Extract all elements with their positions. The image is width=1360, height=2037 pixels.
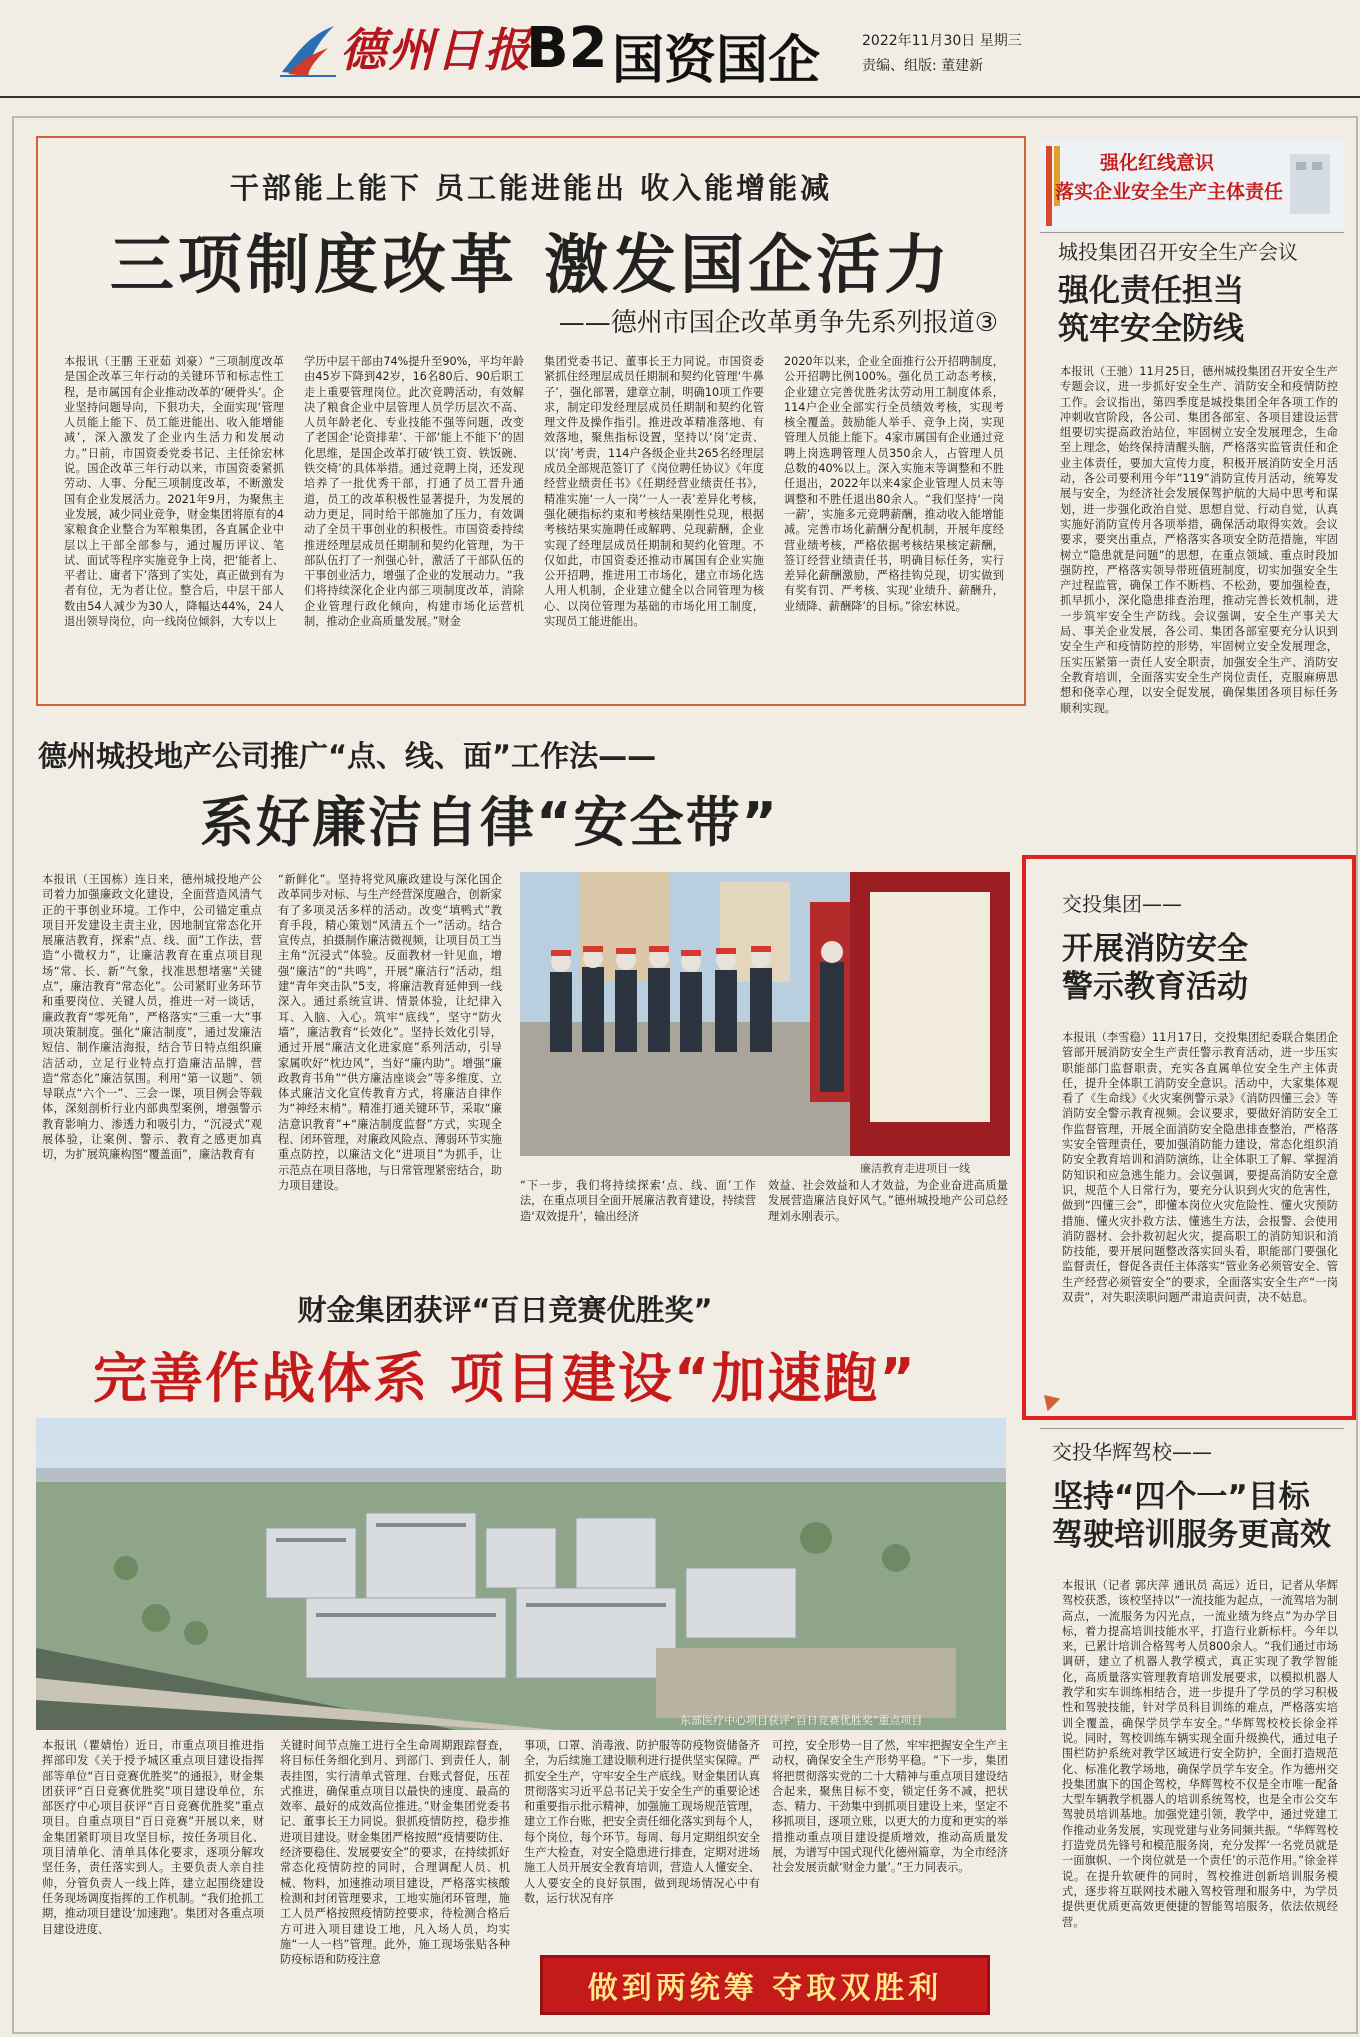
article3-column-4: 可控，安全形势一目了然，牢牢把握安全生产主动权，确保安全生产形势平稳。“下一步，集团将把贯彻落实党的二十大精神与重点项目建设结合起来，聚焦目标不变，锁定任务不减，把状态、精力、干劲集中到抓项目建设上来，坚定不移抓项目，逐项立账，以更大的力度和更实的举措推动重点项目建设提质增效，推动高质量发展，为谱写中国式现代化德州篇章，为全市经济社会发展贡献‘财金力量’。”王力同表示。 <box>772 1739 1008 1875</box>
lead-column-1: 本报讯（王鹏 王亚茹 刘豪）“三项制度改革是国企改革三年行动的关键环节和标志性工程，是市属国有企业推动改革的‘硬骨头’。企业坚持问题导向，下狠功夫，全面实现‘管理人员能上能下、员工能进能出、收入能增能减’，深入激发了企业内生活力和发展动力。”日前，市国资委党委书记、主任徐宏林说。国企改革三年行动以来，市国资委紧抓劳动、人事、分配三项制度改革，不断激发国有企业发展活力。2021年9月，为聚焦主业发展，减少同业竞争，财金集团将原有的4家粮食企业整合为军粮集团，各直属企业中层以上干部全部参与，通过履历评议、笔试、面试等程序实施竞争上岗，把‘能者上、平者让、庸者下’落到了实处，真正做到有为者有位，无为者让位。整合后，中层干部人数由54人减少为30人，降幅达44%，24人退出领导岗位，向一线岗位倾斜，大专以上 <box>64 355 284 629</box>
masthead <box>0 0 1360 100</box>
sidebar-rule-2 <box>1040 1428 1344 1429</box>
article2-photo <box>520 872 1010 1156</box>
sidebar-article2-kicker: 交投集团—— <box>1062 892 1182 916</box>
sidebar-article2-body: 本报讯（李雪稳）11月17日，交投集团纪委联合集团企管部开展消防安全生产责任警示教育活动，进一步压实职能部门监督职责，充实各直属单位安全生产主体责任，提升全体职工消防安全意识。活动中，大家集体观看了《生命线》《火灾案例警示录》《消防四懂三会》等消防安全警示教育视频。会议要求，要做好消防安全工作监督管理，开展全面消防安全隐患排查整治，严格落实安全管理责任，要加强消防能力建设，常态化组织消防安全教育培训和消防演练，让全体职工了解、掌握消防知识和应急逃生能力。会议强调，要提高消防安全意识，规范个人日常行为，要充分认识到火灾的危害性，做到“四懂三会”，即懂本岗位火灾危险性、懂火灾预防措施、懂火灾扑救方法、懂逃生方法，会报警、会使用消防器材、会扑救初起火灾，提高职工的消防知识和消防技能，要开展问题整改落实回头看，职能部门要强化监督责任，督促各责任主体落实“管业务必须管安全、管生产经营必须管安全”的要求，全面落实安全生产“一岗双责”，对失职渎职问题严肃追责问责，决不姑息。 <box>1062 1031 1338 1305</box>
article2-photo-illustration <box>520 872 1010 1156</box>
newspaper-name: 德州日报 <box>340 23 532 77</box>
masthead-rule <box>0 96 1360 98</box>
article2-kicker: 德州城投地产公司推广“点、线、面”工作法—— <box>38 739 657 773</box>
bottom-slogan-text: 做到两统筹 夺取双胜利 <box>587 1971 943 2006</box>
sidebar-article1-body: 本报讯（王驰）11月25日，德州城投集团召开安全生产专题会议，进一步抓好安全生产、消防安全和疫情防控工作。会议指出，第四季度是城投集团全年各项工作的冲刺收官阶段，各公司、集团各部室、各项目建设运营组要切实提高政治站位，牢固树立安全发展理念，生命至上理念，始终保持清醒头脑，严格落实监管责任和企业主体责任，要加大宣传力度，积极开展消防安全月活动，各公司要利用今年“119”消防宣传月活动，统筹发展与安全，为经济社会发展保驾护航的大局中思考和谋划，进一步强化政治自觉、思想自觉、行动自觉，认真实施好消防宣传月各项举措，确保活动取得实效。会议要求，要突出重点，严格落实各项安全防范措施，牢固树立“隐患就是问题”的思想，在重点领域、重点时段加强防控，严格落实领导带班值班制度，切实加强安全生产过程监管，确保工作不断档、不松劲，要加强检查，抓早抓小，深化隐患排查治理，推动完善长效机制，进一步筑牢安全生产防线。会议强调，安全生产事关大局、事关企业发展，各公司、集团各部室要充分认识到安全生产和疫情防控的形势，牢固树立安全发展理念，压实压紧第一责任人安全职责，加强安全生产、消防安全教育培训，全面落实安全生产岗位责任，克服麻痹思想和侥幸心理，以安全促发展，确保集团各项目标任务顺利实现。 <box>1060 365 1338 715</box>
article2-column-3: “下一步，我们将持续探索‘点、线、面’工作法，在重点项目全面开展廉洁教育建设，持续营造‘双效提升’，输出经济 <box>520 1179 756 1223</box>
lead-column-3: 集团党委书记、董事长王力同说。市国资委紧抓住经理层成员任期制和契约化管理‘牛鼻子’，强化部署，建章立制，明确10项工作要求，制定印发经理层成员任期制和契约化管理文件及操作指引。推进改革精准落地、有效落地，聚焦指标设置，坚持以‘岗’定责、以‘岗’考责，114户各级企业共265名经理层成员全部规范签订了《岗位聘任协议》《年度经营业绩责任书》《任期经营业绩责任书》，精准实施‘一人一岗’‘一人一表’差异化考核，强化硬指标约束和考核结果刚性兑现，根据考核结果实施聘任或解聘、兑现薪酬，企业实现了经理层成员任期制和契约化管理。不仅如此，市国资委还推动市属国有企业实施公开招聘，推进用工市场化，建立市场化选人用人机制，企业建立健全以合同管理为核心、以岗位管理为基础的市场化用工制度，实现员工能进能出。 <box>544 355 764 629</box>
lead-column-2: 学历中层干部由74%提升至90%，平均年龄由45岁下降到42岁，16名80后、90后职工走上重要管理岗位。此次竞聘活动，有效解决了粮食企业中层管理人员学历层次不高、人员年龄老化、专业技能不强等问题，改变了老国企‘论资排辈’、干部‘能上不能下’的固化思维，是国企改革打破‘铁工资、铁饭碗、铁交椅’的具体举措。通过竞聘上岗，还发现培养了一批优秀干部，打通了员工晋升通道，员工的改革积极性显著提升，为发展的动力更足，同时给干部施加了压力，有效调动了全员干事创业的积极性。市国资委持续推进经理层成员任期制和契约化管理，为干部队伍打了一剂强心针，激活了干部队伍的干事创业活力，增强了企业的发展动力。“我们将持续深化企业内部三项制度改革，消除企业管理行政化倾向，构建市场化运营机制，推动企业高质量发展。”财金 <box>304 355 524 629</box>
article2-column-2: “新鲜化”。坚持将党风廉政建设与深化国企改革同步对标、与生产经营深度融合，创新家有了多项灵活多样的活动。改变“填鸭式”教育手段，精心策划“风清五个一”活动。结合宣传点，拍摄制作廉洁微视频，让项目员工当主角“沉浸式”体验。反面教材一针见血，增强“廉洁”的“共鸣”，开展“廉洁行”活动，组建“青年突击队”5支，将廉洁教育延伸到一线深入。通过系统宣讲、情景体验，让纪律入耳、入脑、入心。筑牢“底线”，坚守“防火墙”，廉洁教育“长效化”。坚持长效化引导，通过开展“廉洁文化进家庭”系列活动，引导家属吹好“枕边风”，当好“廉内助”。增强“廉政教育书角”“供方廉洁座谈会”等多维度、立体式廉洁文化宣传教育方式，将廉洁自律作为“神经末梢”。精准打通关键环节，采取“廉洁意识教育”+“廉洁制度监督”方式，实现全程、闭环管理，对廉政风险点、薄弱环节实施重点防控，以廉洁文化“进项目”为抓手，让示范点在项目落地，与日常管理紧密结合，助力项目建设。 <box>278 873 502 1192</box>
article3-aerial-photo <box>36 1418 1006 1730</box>
sidebar-article3-title-line1: 坚持“四个一”目标 <box>1052 1479 1310 1515</box>
editor-credit: 责编、组版: 董建新 <box>862 58 984 74</box>
lead-headline: 三项制度改革 激发国企活力 <box>109 229 953 303</box>
article3-column-3: 事项，口罩、消毒液、防护服等防疫物资储备齐全，为后续施工建设顺利进行提供坚实保障。严抓安全生产，守牢安全生产底线。财金集团认真贯彻落实习近平总书记关于安全生产的重要论述和重要指示批示精神，加强施工现场规范管理，建立工作台账，把安全责任细化落实到每个人，每个岗位，每个环节。每周、每月定期组织安全生产大检查，对安全隐患进行排查，定期对进场施工人员开展安全教育培训，营造人人懂安全、人人要安全的良好氛围，做到现场情况心中有数，运行状况有序 <box>524 1739 760 1905</box>
sidebar-rule-1 <box>1040 232 1344 233</box>
lead-article <box>36 136 1026 706</box>
sidebar-article1-kicker: 城投集团召开安全生产会议 <box>1058 240 1298 264</box>
article3-column-1: 本报讯（瞿婧怡）近日，市重点项目推进指挥部印发《关于授予城区重点项目建设指挥部等单位“百日竞赛优胜奖”的通报》，财金集团获评“百日竞赛优胜奖”项目建设单位，东部医疗中心项目获评“百日竞赛优胜奖”重点项目。自重点项目“百日竞赛”开展以来，财金集团紧盯项目攻坚目标，按任务项目化、项目清单化、清单具体化要求，逐项分解攻坚任务，责任落实到人。主要负责人亲自挂帅，分管负责人一线上阵，建立起围绕建设任务现场调度指挥的工作机制。“我们抢抓工期，推动项目建设‘加速跑’。集团对各重点项目建设进度、 <box>42 1739 264 1936</box>
article3-aerial-illustration <box>36 1418 1006 1730</box>
sidebar-article3-body: 本报讯（记者 郭庆萍 通讯员 高远）近日，记者从华辉驾校获悉，该校坚持以“一流技能为起点，一流驾培为制高点，一流服务为闪光点，一流业绩为终点”为办学目标，着力提高培训技能水平，打造行业新标杆。今年以来，已累计培训合格驾考人员800余人。“我们通过市场调研，建立了机器人教学模式，真正实现了教学智能化，高质量落实管理教育培训发展要求，以模拟机器人教学和实车训练相结合，进一步提升了学员的学习积极性和驾驶技能，针对学员科目训练的难点，严格落实培训全覆盖，确保学员学车安全。”华辉驾校校长徐金祥说。同时，驾校训练车辆实现全面升级换代，通过电子围栏防护系统对教学区域进行安全防护，全面打造规范化、标准化教学场地，确保学员学车安全。作为德州交投集团旗下的国企驾校，华辉驾校不仅是全市唯一配备大型车辆教学机器人的培训系统驾校，也是全市公交车驾驶员培训基地。加强党建引领，教学中，通过党建工作推动业务发展，实现党建与业务同频共振。“华辉驾校打造党员先锋号和模范服务岗，充分发挥‘一名党员就是一面旗帜、一个岗位就是一个责任’的示范作用。”徐金祥说。在提升软硬件的同时，驾校推进创新培训服务模式，逐步将互联网技术融入驾校管理和服务中，为学员提供更优质更高效更便捷的智能驾培服务，依法依规经营。 <box>1062 1579 1338 1929</box>
sidebar-article1-title-line1: 强化责任担当 <box>1058 273 1244 309</box>
banner-line-1: 强化红线意识 <box>1100 152 1215 174</box>
lead-series-tag: ——德州市国企改革勇争先系列报道③ <box>558 308 998 338</box>
article2-headline: 系好廉洁自律“安全带” <box>200 791 779 854</box>
page-code: B2 <box>526 16 608 81</box>
article2-column-4: 效益、社会效益和人才效益，为企业奋进高质量发展营造廉洁良好风气。”德州城投地产公司总经理刘永刚表示。 <box>768 1179 1008 1223</box>
article2-column-1: 本报讯（王国栋）连日来，德州城投地产公司着力加强廉政文化建设，全面营造风清气正的干事创业环境。工作中，公司锚定重点项目开发建设主责主业，因地制宜常态化开展廉洁教育，探索“点、线、面”工作法，营造“小微权力”，让廉洁教育在重点项目现场“常、长、新”气象，找准思想堵塞“关键点”，廉洁教育“常态化”。公司紧盯业务环节和重要岗位、关键人员，推进一对一谈话，廉政教育“零死角”，严格落实“三重一大”事项决策制度。强化“廉洁制度”，通过发廉洁短信、制作廉洁海报，结合节日特点组织廉洁活动，立足行业特点打造廉洁品牌，营造“常态化”廉洁氛围。利用“第一议题”、领导联点“六个一”、三会一课，项目例会等载体，深刻剖析行业内部典型案例，增强警示教育影响力、渗透力和吸引力，“沉浸式”观展体验，让案例、警示、教育之感更加真切，为扩展筑廉构图“覆盖面”，廉洁教育有 <box>42 873 262 1162</box>
lead-column-4: 2020年以来，企业全面推行公开招聘制度，公开招聘比例100%。强化员工动态考核，企业建立完善优胜劣汰劳动用工制度体系，114户企业全部实行全员绩效考核，实现考核全覆盖。鼓励能人举手、竞争上岗，实现管理人员能上能下。4家市属国有企业通过竞聘上岗选聘管理人员350余人，占管理人员总数的40%以上。深入实施末等调整和不胜任退出，2022年以来4家企业管理人员末等调整和不胜任退出80余人。“我们坚持‘一岗一薪’，实施多元竞聘薪酬，推动收入能增能减。完善市场化薪酬分配机制，开展年度经营业绩考核，严格依据考核结果核定薪酬，签订经营业绩责任书，明确目标任务，实行差异化薪酬激励，严格挂钩兑现，切实做到有奖有罚、严考核、实现‘业绩升、薪酬升，业绩降、薪酬降’的目标。”徐宏林说。 <box>784 355 1004 613</box>
article3-kicker: 财金集团获评“百日竞赛优胜奖” <box>297 1293 713 1327</box>
sidebar-article2-title-line1: 开展消防安全 <box>1062 931 1248 967</box>
issue-date: 2022年11月30日 星期三 <box>862 33 1022 49</box>
sidebar-article3-title-line2: 驾驶培训服务更高效 <box>1052 1517 1331 1553</box>
newspaper-logo-icon <box>278 22 338 78</box>
sidebar-article3-kicker: 交投华辉驾校—— <box>1052 1440 1212 1464</box>
article2-photo-caption: 廉洁教育走进项目一线 <box>860 1162 970 1175</box>
article3-column-2: 关键时间节点施工进行全生命周期跟踪督查，将目标任务细化到月、到部门、到责任人，制表挂图，实行清单式管理、台账式督促，压茬式推进，确保重点项目以最快的速度、最高的效率、最好的成效高位推进。”财金集团党委书记、董事长王力同说。狠抓疫情防控，稳步推进项目建设。财金集团严格按照“疫情要防住、经济要稳住、发展要安全”的要求，在持续抓好常态化疫情防控的同时，合理调配人员、机械、物料，加速推动项目建设，严格落实核酸检测和封闭管理要求，工地实施闭环管理，施工人员严格按照疫情防控要求，待检测合格后方可进入项目建设工地，凡入场人员，均实施“一人一档”管理。此外，施工现场张贴各种防疫标语和防疫注意 <box>280 1739 510 1967</box>
lead-kicker: 干部能上能下 员工能进能出 收入能增能减 <box>229 171 833 205</box>
section-name: 国资国企 <box>612 31 821 91</box>
sidebar-article1-title-line2: 筑牢安全防线 <box>1058 311 1244 347</box>
article3-photo-caption: 东部医疗中心项目获评“百日竞赛优胜奖”重点项目 <box>680 1714 923 1727</box>
sidebar-article2-title-line2: 警示教育活动 <box>1062 969 1248 1005</box>
article3-headline: 完善作战体系 项目建设“加速跑” <box>93 1347 917 1410</box>
bottom-slogan-banner <box>540 1955 990 2015</box>
banner-line-2: 落实企业安全生产主体责任 <box>1055 181 1284 203</box>
